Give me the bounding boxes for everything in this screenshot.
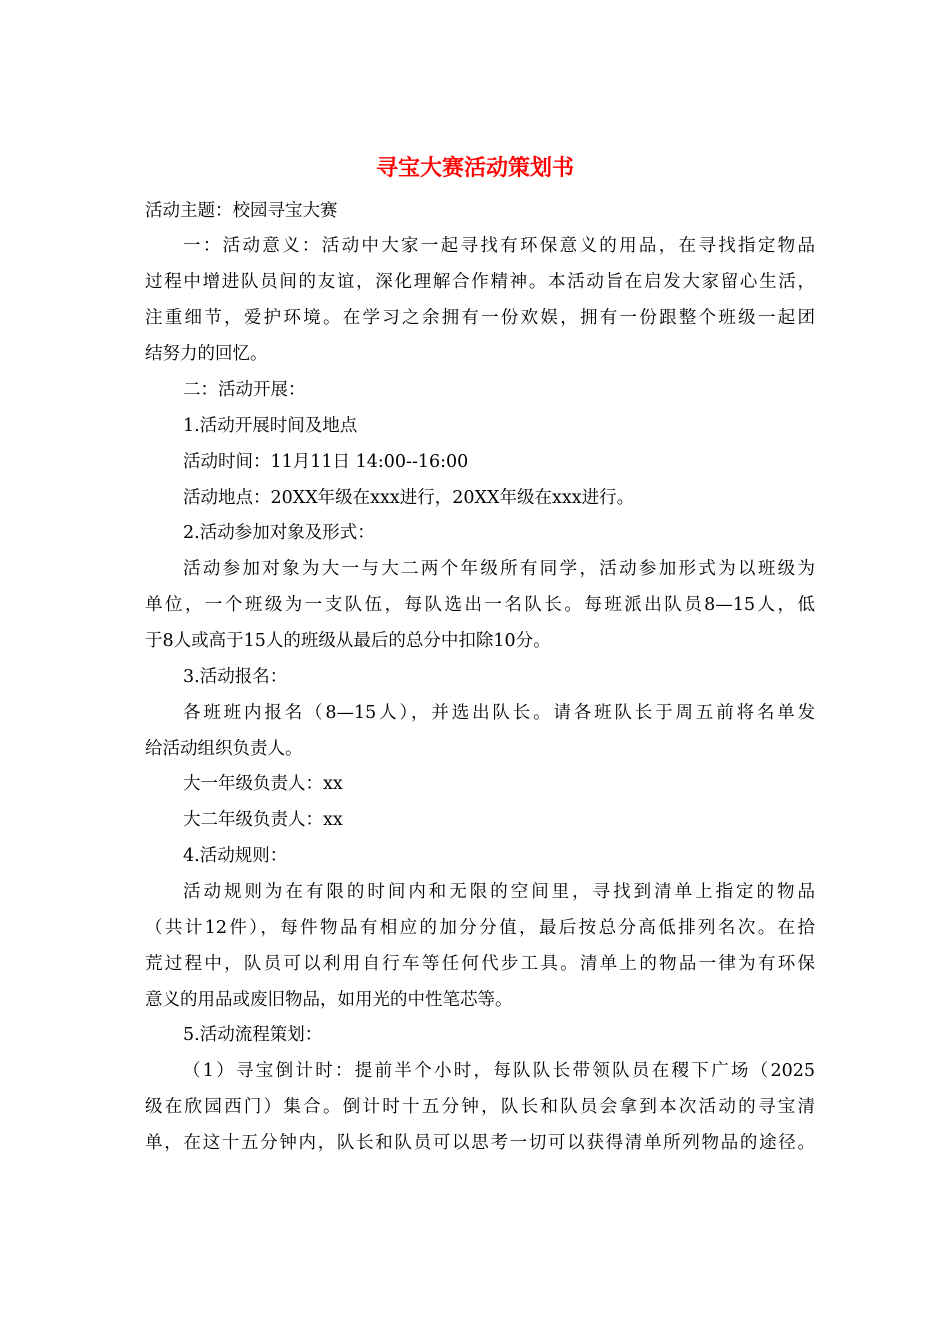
- document-title: 寻宝大赛活动策划书: [375, 156, 574, 181]
- paragraph-line: 荒过程中，队员可以利用自行车等任何代步工具。清单上的物品一律为有环保: [145, 954, 815, 974]
- subsection-heading: 1.活动开展时间及地点: [183, 416, 358, 436]
- paragraph-line: 单位，一个班级为一支队伍，每队选出一名队长。每班派出队员8—15人，低: [145, 595, 815, 615]
- theme-line: 活动主题：校园寻宝大赛: [145, 201, 338, 221]
- paragraph-line: （共计12件），每件物品有相应的加分分值，最后按总分高低排列名次。在拾: [145, 918, 815, 938]
- paragraph-line: 一：活动意义：活动中大家一起寻找有环保意义的用品，在寻找指定物品: [183, 236, 815, 256]
- paragraph-line: 大二年级负责人：xx: [183, 810, 343, 830]
- paragraph-line: 活动地点：20XX年级在xxx进行，20XX年级在xxx进行。: [183, 488, 635, 508]
- subsection-heading: 3.活动报名：: [183, 667, 288, 687]
- paragraph-line: 单，在这十五分钟内，队长和队员可以思考一切可以获得清单所列物品的途径。: [145, 1133, 815, 1153]
- subsection-heading: 5.活动流程策划：: [183, 1025, 323, 1045]
- paragraph-line: 大一年级负责人：xx: [183, 774, 343, 794]
- paragraph-line: 级在欣园西门）集合。倒计时十五分钟，队长和队员会拿到本次活动的寻宝清: [145, 1097, 815, 1117]
- subsection-heading: 4.活动规则：: [183, 846, 288, 866]
- paragraph-line: 各班班内报名（8—15人），并选出队长。请各班队长于周五前将名单发: [183, 703, 815, 723]
- paragraph-line: 活动参加对象为大一与大二两个年级所有同学，活动参加形式为以班级为: [183, 559, 815, 579]
- paragraph-line: 过程中增进队员间的友谊，深化理解合作精神。本活动旨在启发大家留心生活，: [145, 272, 815, 292]
- paragraph-line: 活动规则为在有限的时间内和无限的空间里，寻找到清单上指定的物品: [183, 882, 815, 902]
- section-heading: 二：活动开展：: [183, 380, 306, 400]
- paragraph-line: 于8人或高于15人的班级从最后的总分中扣除10分。: [145, 631, 551, 651]
- paragraph-line: 给活动组织负责人。: [145, 739, 303, 759]
- paragraph-line: 意义的用品或废旧物品，如用光的中性笔芯等。: [145, 990, 513, 1010]
- subsection-heading: 2.活动参加对象及形式：: [183, 523, 375, 543]
- paragraph-line: 结努力的回忆。: [145, 344, 268, 364]
- paragraph-line: 注重细节，爱护环境。在学习之余拥有一份欢娱，拥有一份跟整个班级一起团: [145, 308, 815, 328]
- paragraph-line: （1）寻宝倒计时：提前半个小时，每队队长带领队员在稷下广场（2025: [183, 1061, 815, 1081]
- paragraph-line: 活动时间：11月11日 14:00--16:00: [183, 452, 469, 472]
